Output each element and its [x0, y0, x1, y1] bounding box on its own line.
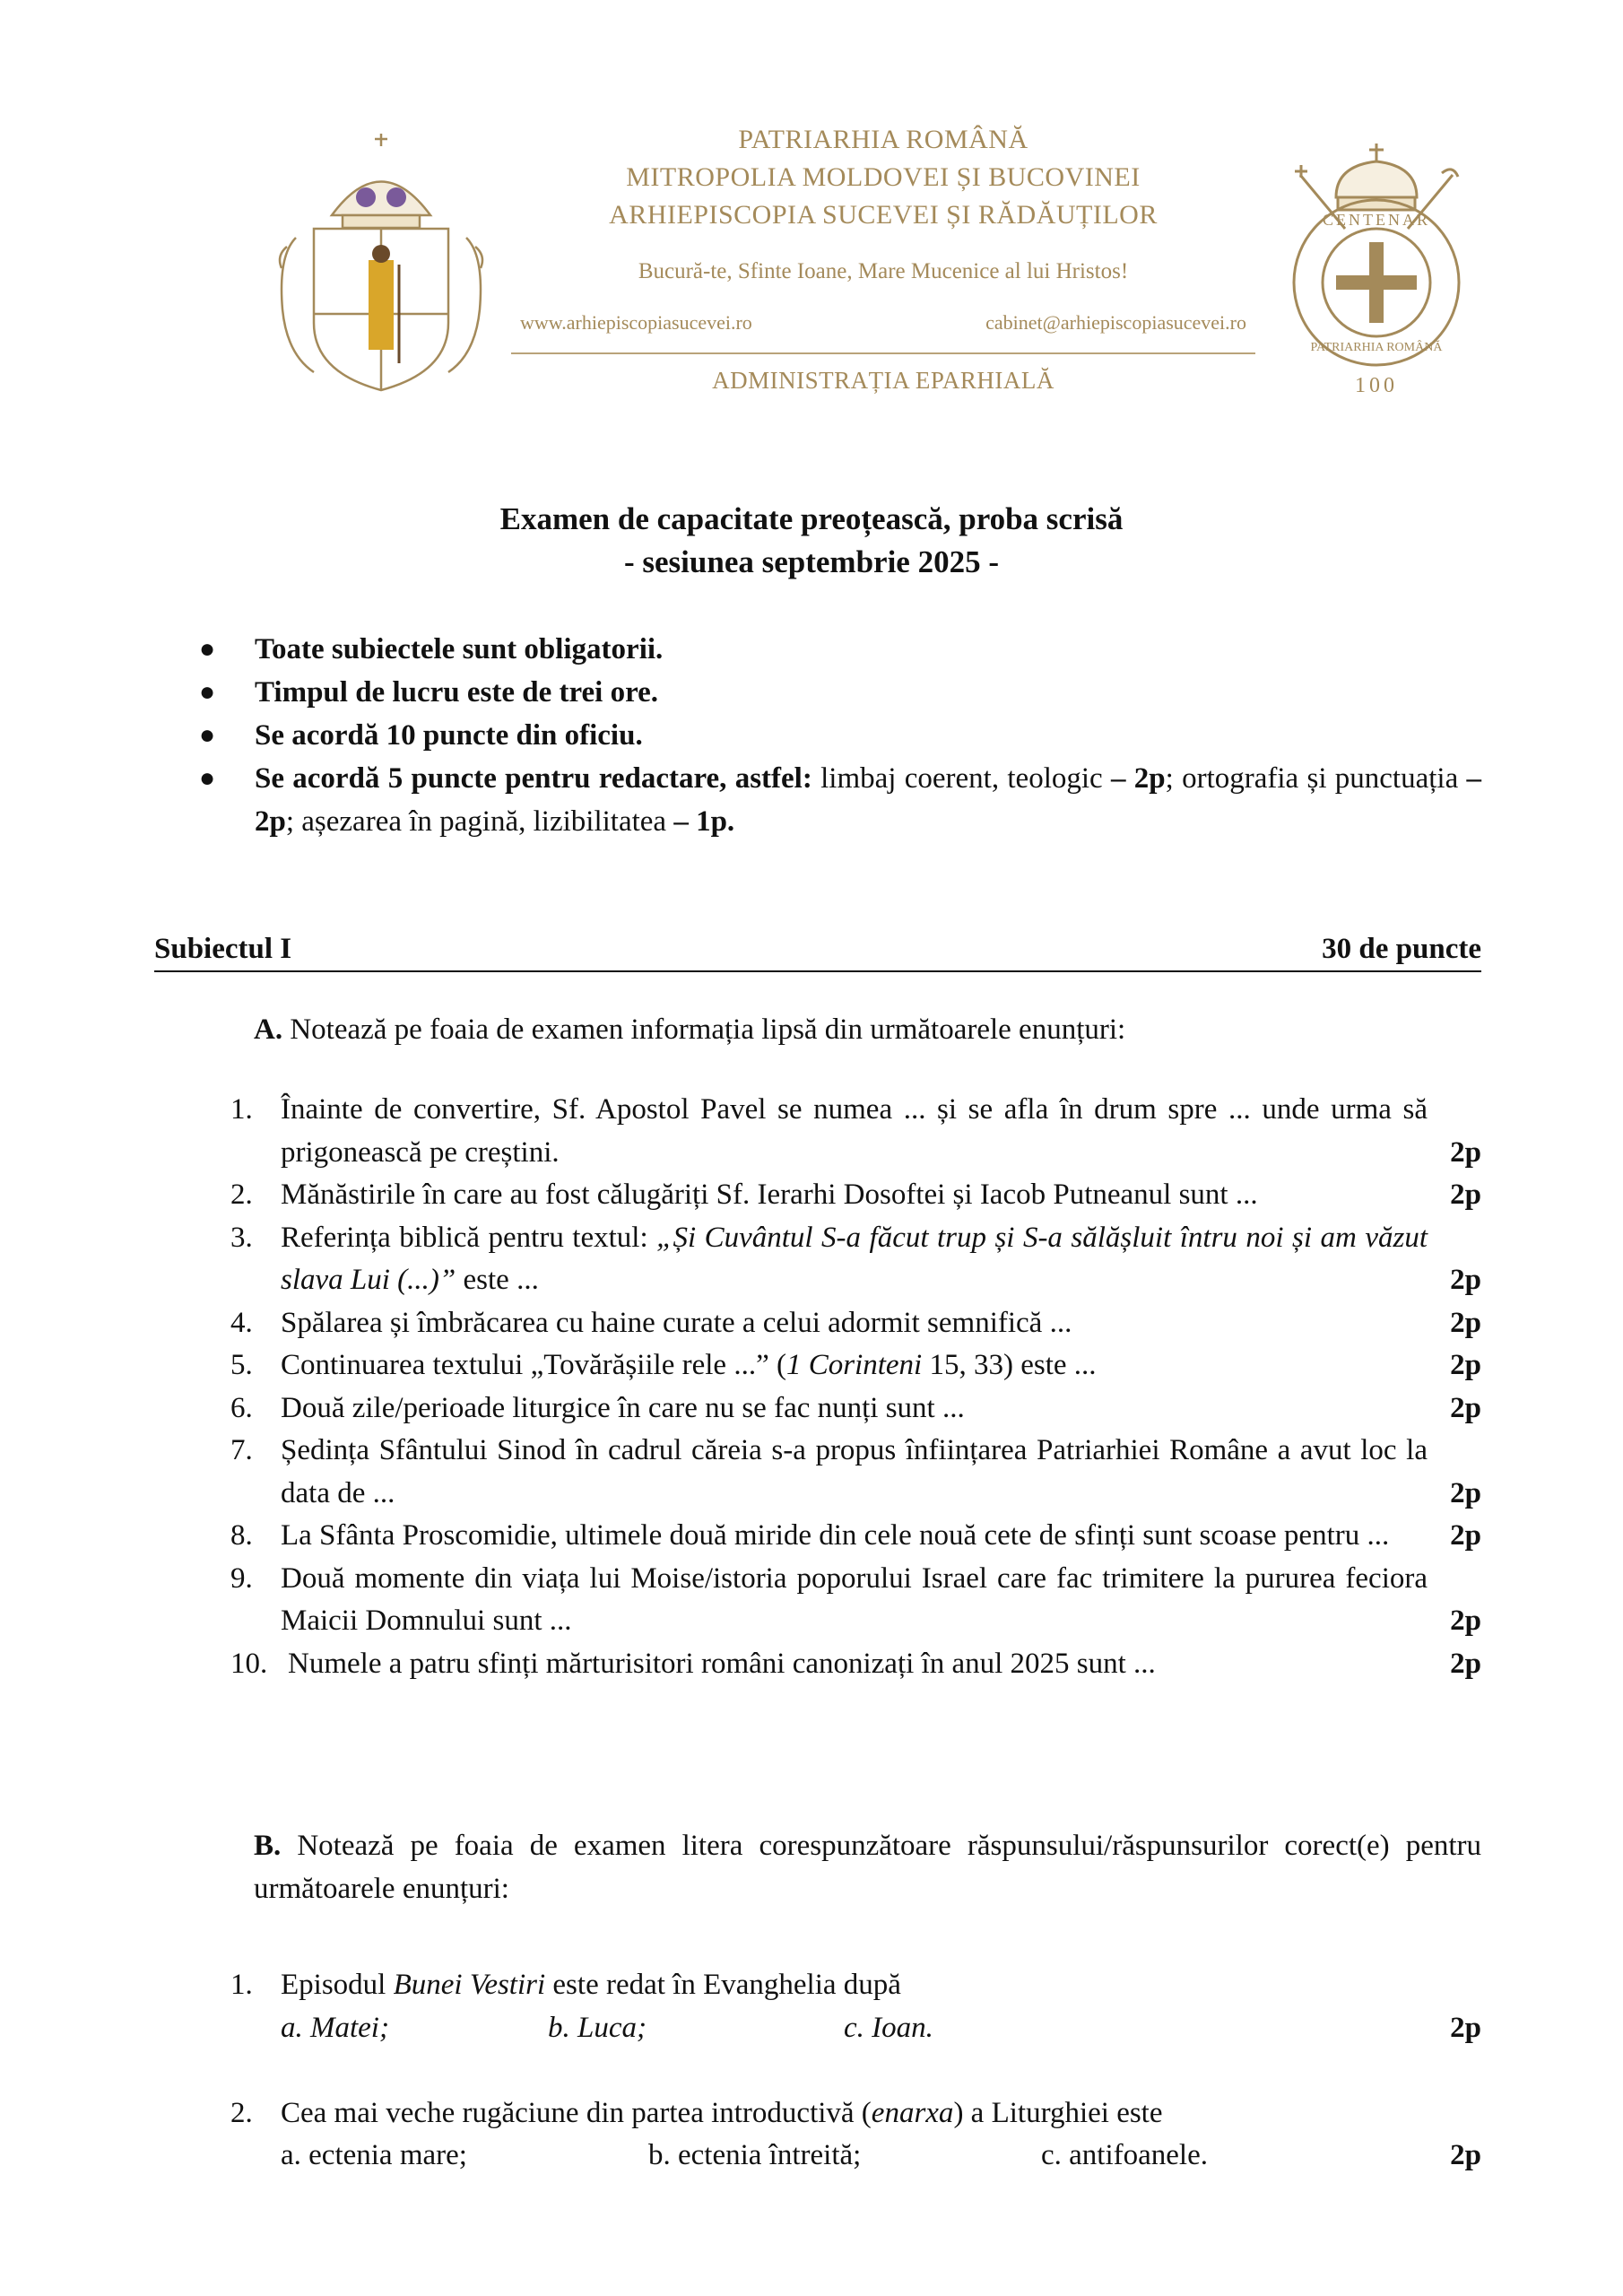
- question-item: 5. Continuarea textului „Tovărășiile rele ...” (1 Corinteni 15, 33) este ... 2p: [230, 1349, 1481, 1381]
- question-item: 2. Cea mai veche rugăciune din partea introductivă (enarxa) a Liturghiei este a. ectenia mare; b. ectenia întreită; c. antifoanele. 2p: [230, 2092, 1481, 2178]
- motto: Bucură-te, Sfinte Ioane, Mare Mucenice al lui Hristos!: [638, 259, 1129, 283]
- question-item: 9. Două momente din viața lui Moise/istoria poporului Israel care fac trimitere la pururea feciora Maicii Domnului sunt ... 2p: [230, 1561, 1481, 1637]
- option-b: b. Luca;: [548, 2011, 647, 2044]
- section-points: 30 de puncte: [1322, 933, 1481, 965]
- instruction-item: ● Timpul de lucru este de trei ore.: [199, 671, 1481, 714]
- seal-bottom-text: PATRIARHIA ROMÂNĂ: [1310, 341, 1443, 354]
- question-item: 1. Înainte de convertire, Sf. Apostol Pavel se numea ... și se afla în drum spre ... unde urma să prigonească pe creștini. 2p: [230, 1093, 1481, 1169]
- option-c: c. antifoanele.: [1041, 2139, 1208, 2171]
- answer-options: [281, 2135, 1481, 2178]
- administration-name: ADMINISTRAȚIA EPARHIALĂ: [712, 367, 1055, 394]
- header-divider: [511, 352, 1255, 354]
- question-item: 3. Referința biblică pentru textul: „Și Cuvântul S-a făcut trup și S-a sălășluit întru noi și am văzut slava Lui (...)” este ... 2p: [230, 1221, 1481, 1296]
- exam-title: [0, 498, 1623, 584]
- title-line-2: - sesiunea septembrie 2025 -: [623, 544, 999, 579]
- bullet-icon: ●: [199, 763, 216, 793]
- section-underline: [154, 970, 1481, 972]
- centenary-seal-icon: [1264, 130, 1488, 399]
- bullet-icon: ●: [199, 720, 216, 750]
- question-item: 6. Două zile/perioade liturgice în care nu se fac nunți sunt ... 2p: [230, 1391, 1481, 1424]
- metropolis-name: MITROPOLIA MOLDOVEI ȘI BUCOVINEI: [626, 162, 1141, 192]
- question-item: 1. Episodul Bunei Vestiri este redat în Evanghelia după a. Matei; b. Luca; c. Ioan. 2p: [230, 1964, 1481, 2049]
- archdiocese-name: ARHIEPISCOPIA SUCEVEI ȘI RĂDĂUȚILOR: [609, 200, 1158, 230]
- instruction-item: ● Se acordă 10 puncte din oficiu.: [199, 714, 1481, 757]
- option-a: a. ectenia mare;: [281, 2139, 467, 2171]
- bullet-icon: ●: [199, 677, 216, 707]
- section-title: Subiectul I: [154, 933, 292, 965]
- answer-options: [281, 2007, 1481, 2050]
- question-item: 10. Numele a patru sfinți mărturisitori români canonizați în anul 2025 sunt ... 2p: [230, 1647, 1481, 1680]
- email-link[interactable]: cabinet@arhiepiscopiasucevei.ro: [985, 311, 1246, 334]
- question-item: 2. Mănăstirile în care au fost călugăriți Sf. Ierarhi Dosoftei și Iacob Putneanul sunt ... 2p: [230, 1178, 1481, 1211]
- archdiocese-coat-of-arms-icon: [260, 130, 502, 399]
- title-line-1: Examen de capacitate preoțească, proba scrisă: [499, 501, 1124, 536]
- website-link[interactable]: www.arhiepiscopiasucevei.ro: [520, 311, 752, 334]
- option-a: a. Matei;: [281, 2011, 389, 2044]
- contact-links: [511, 311, 1255, 347]
- instructions-list: [199, 628, 1481, 843]
- part-a-intro: A. Notează pe foaia de examen informația lipsă din următoarele enunțuri:: [254, 1013, 1126, 1046]
- seal-top-text: CENTENAR: [1323, 211, 1430, 229]
- option-b: b. ectenia întreită;: [648, 2139, 862, 2171]
- instruction-item: ● Toate subiectele sunt obligatorii.: [199, 628, 1481, 671]
- question-item: 8. La Sfânta Proscomidie, ultimele două miride din cele nouă cete de sfinți sunt scoase pentru ... 2p: [230, 1519, 1481, 1552]
- part-b-intro: B. Notează pe foaia de examen litera corespunzătoare răspunsului/răspunsurilor corect(e) pentru următoarele enunțuri:: [254, 1830, 1481, 1905]
- section-header: [154, 929, 1481, 974]
- option-c: c. Ioan.: [844, 2011, 933, 2044]
- question-item: 7. Ședința Sfântului Sinod în cadrul căreia s-a propus înființarea Patriarhiei Române a avut loc la data de ... 2p: [230, 1434, 1481, 1509]
- bullet-icon: ●: [199, 634, 216, 664]
- patriarchate-name: PATRIARHIA ROMÂNĂ: [738, 125, 1028, 154]
- letterhead-text: [511, 121, 1255, 397]
- seal-number: 100: [1355, 374, 1398, 397]
- question-item: 4. Spălarea și îmbrăcarea cu haine curate a celui adormit semnifică ... 2p: [230, 1306, 1481, 1339]
- part-b-items: [230, 1964, 1481, 2178]
- instruction-item: ● Se acordă 5 puncte pentru redactare, astfel: limbaj coerent, teologic – 2p; ortografia și punctuația – 2p; așezarea în pagină, lizibilitatea – 1p.: [199, 757, 1481, 843]
- letterhead: [242, 94, 1488, 426]
- part-a-items: [230, 1089, 1481, 1685]
